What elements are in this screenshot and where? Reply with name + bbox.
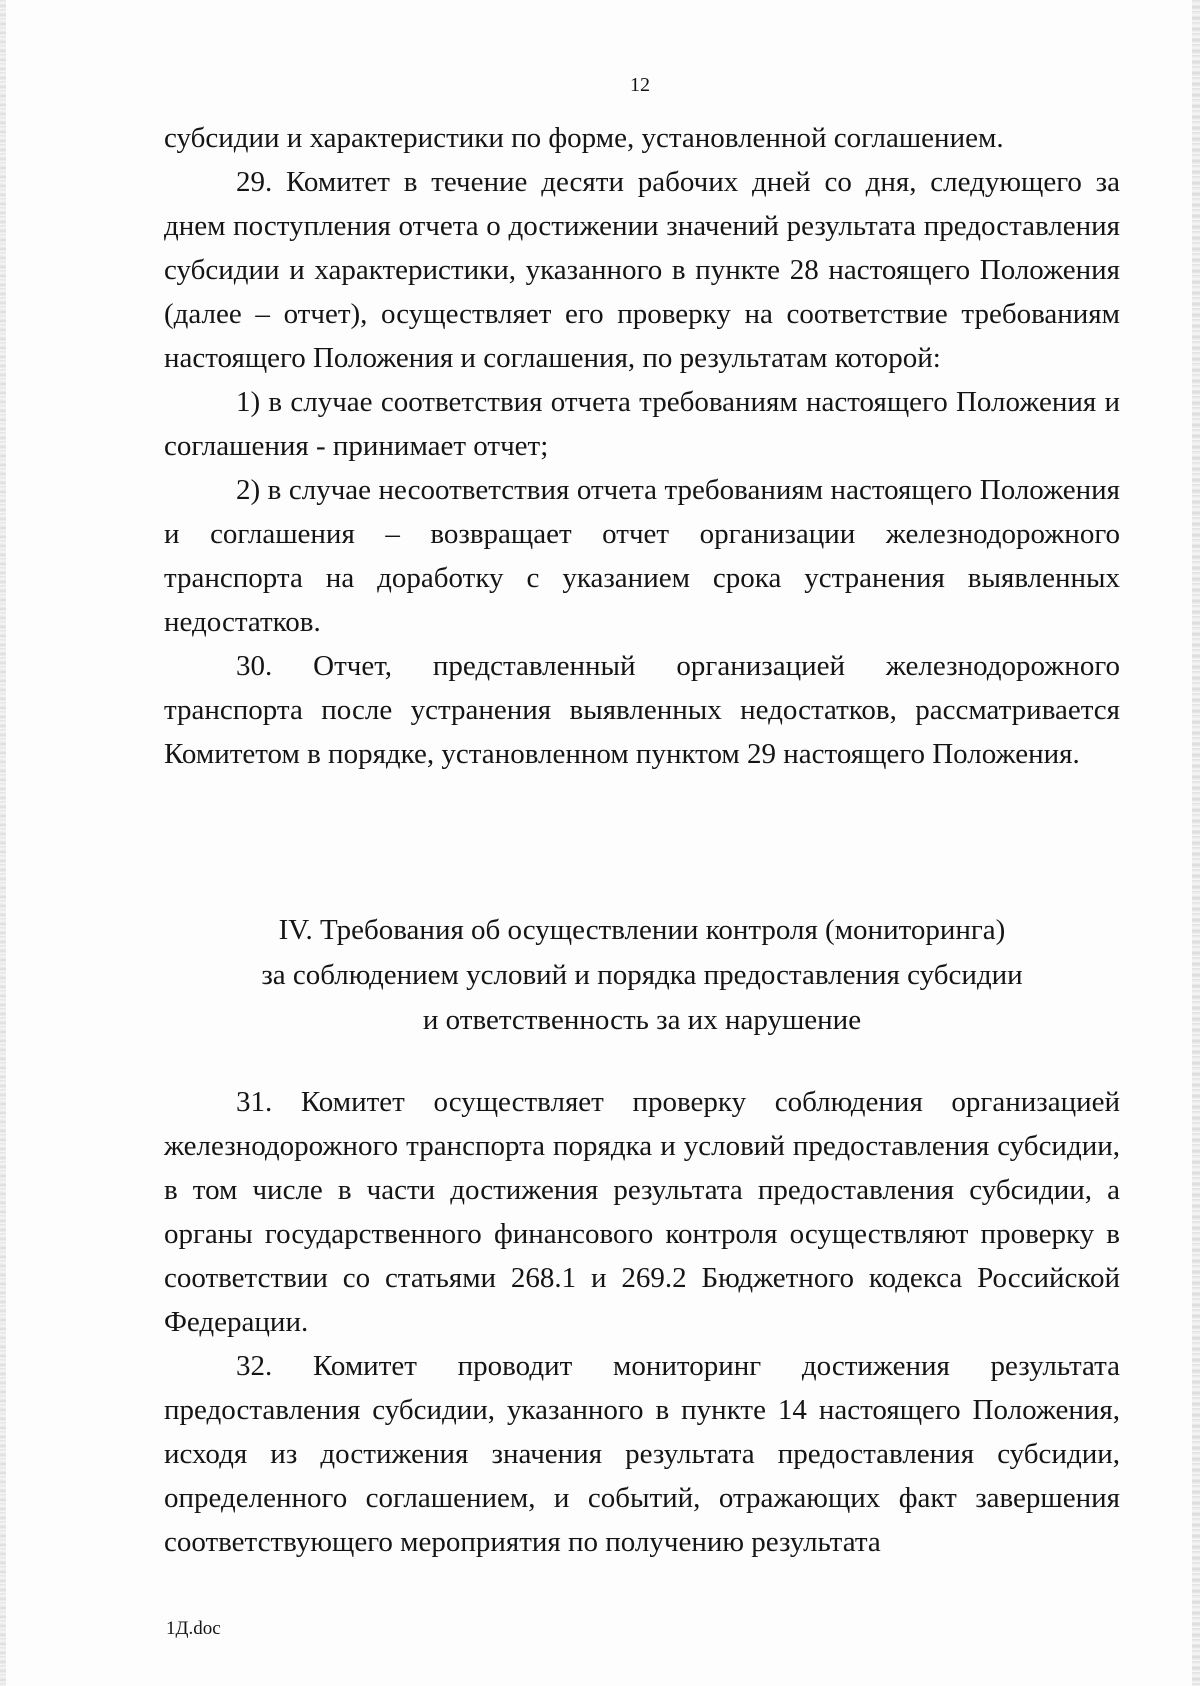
scan-edge-left — [0, 0, 6, 1686]
section-heading-line-2: за соблюдением условий и порядка предоставления субсидии — [261, 959, 1023, 991]
section-heading-line-3: и ответственность за их нарушение — [422, 1004, 862, 1036]
paragraph-28-end: субсидии и характеристики по форме, установленной соглашением. — [164, 122, 1004, 154]
section-heading — [164, 908, 1120, 1043]
scan-edge-right — [1192, 0, 1200, 1686]
paragraph-29-item-1: 1) в случае соответствия отчета требованиям настоящего Положения и соглашения - принимает отчет; — [164, 386, 1120, 462]
paragraph-29-item-2: 2) в случае несоответствия отчета требованиям настоящего Положения и соглашения – возвращает отчет организации железнодорожного транспорта на доработку с указанием срока устранения выявленных недостатков. — [164, 474, 1120, 638]
body-text-lower — [164, 1080, 1120, 1564]
paragraph-32: 32. Комитет проводит мониторинг достижения результата предоставления субсидии, указанного в пункте 14 настоящего Положения, исходя из достижения значения результата предоставления субсидии, определенного соглашением, и событий, отражающих факт завершения соответствующего мероприятия по получению результата — [164, 1350, 1120, 1558]
page-number: 12 — [630, 74, 650, 96]
paragraph-31: 31. Комитет осуществляет проверку соблюдения организацией железнодорожного транспорта порядка и условий предоставления субсидии, в том числе в части достижения результата предоставления субсидии, а органы государственного финансового контроля осуществляют проверку в соответствии со статьями 268.1 и 269.2 Бюджетного кодекса Российской Федерации. — [164, 1086, 1120, 1338]
paragraph-29: 29. Комитет в течение десяти рабочих дней со дня, следующего за днем поступления отчета о достижении значений результата предоставления субсидии и характеристики, указанного в пункте 28 настоящего Положения (далее – отчет), осуществляет его проверку на соответствие требованиям настоящего Положения и соглашения, по результатам которой: — [164, 166, 1120, 374]
footer-filename: 1Д.doc — [166, 1618, 221, 1639]
body-text-upper — [164, 116, 1120, 776]
section-heading-line-1: IV. Требования об осуществлении контроля (мониторинга) — [278, 914, 1006, 946]
paragraph-30: 30. Отчет, представленный организацией железнодорожного транспорта после устранения выявленных недостатков, рассматривается Комитетом в порядке, установленном пунктом 29 настоящего Положения. — [164, 650, 1120, 770]
